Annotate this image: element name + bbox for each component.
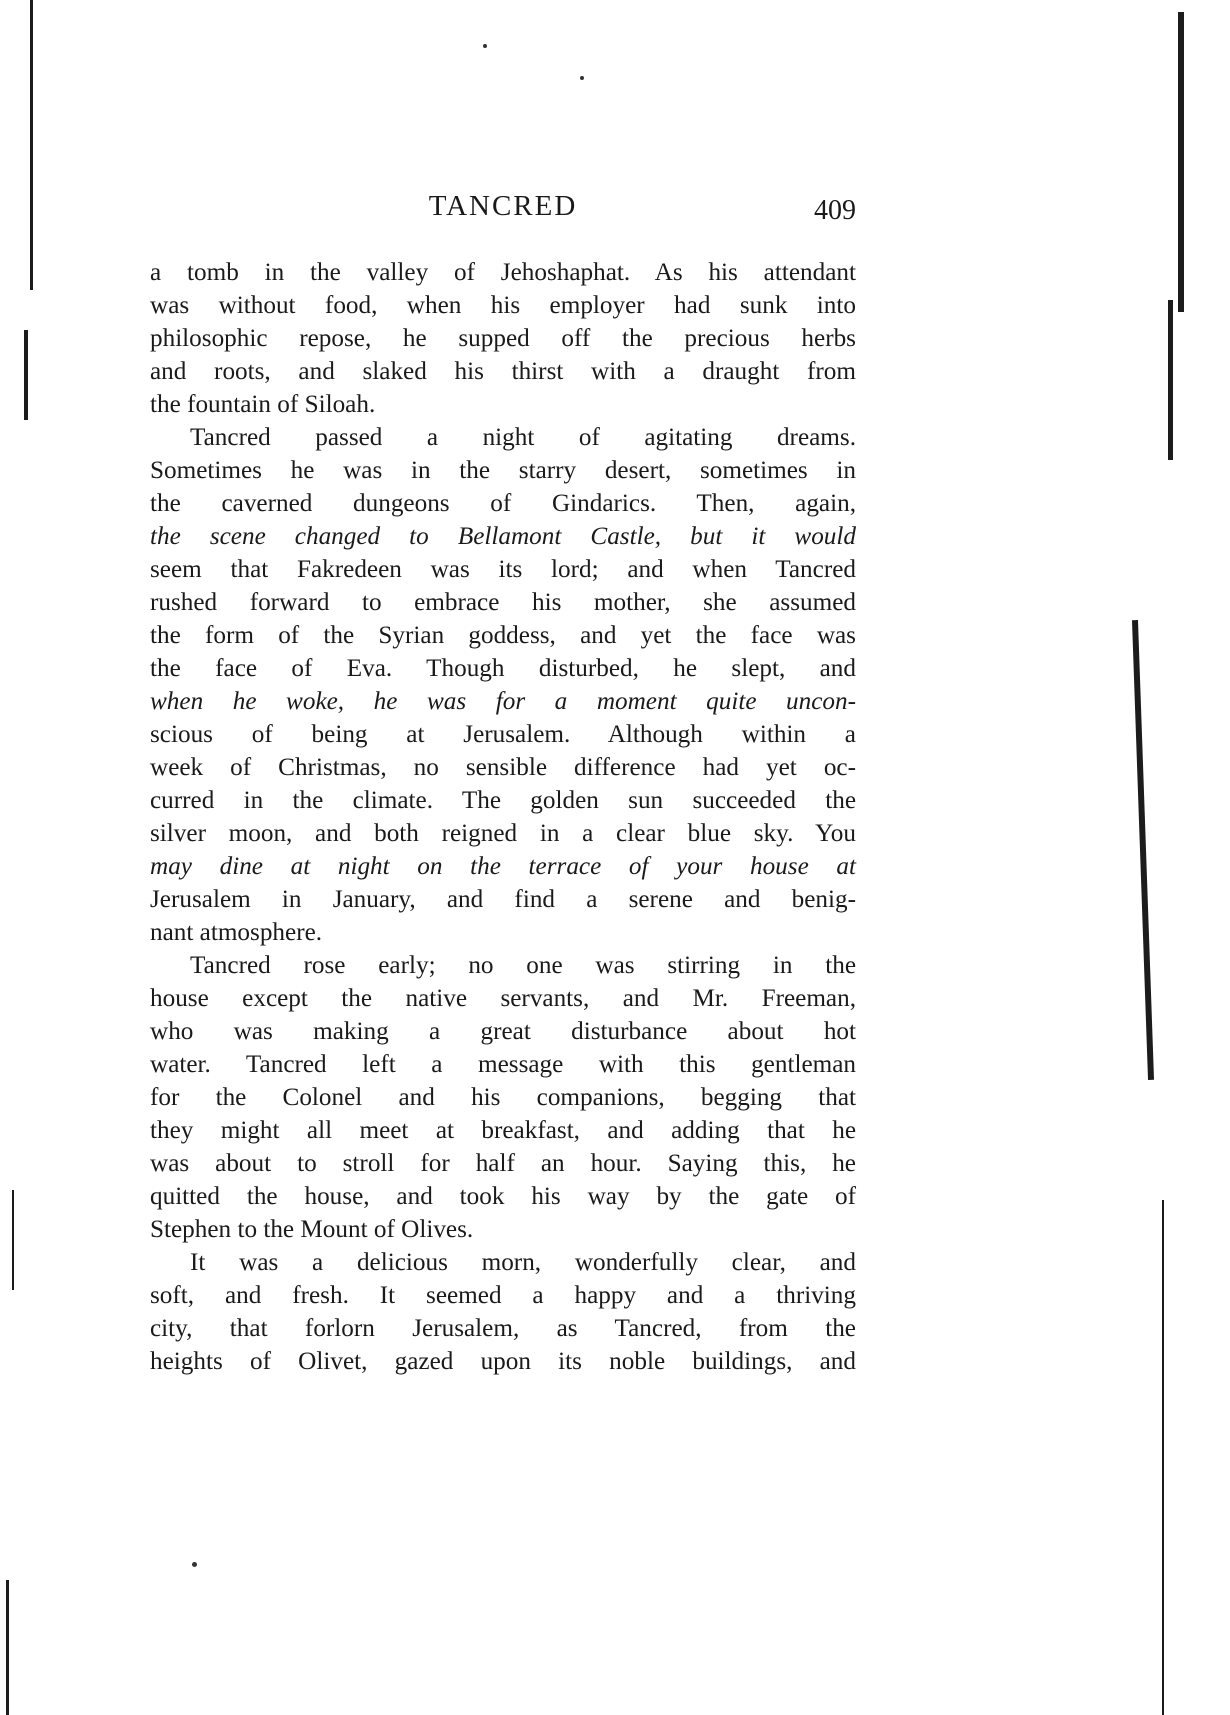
scan-speck <box>192 1562 197 1567</box>
text-line: rushed forward to embrace his mother, she assumed <box>150 589 856 616</box>
body-text <box>150 256 856 1378</box>
text-line: soft, and fresh. It seemed a happy and a thriving <box>150 1282 856 1309</box>
scan-edge-right-middle <box>1132 620 1154 1080</box>
text-line: the face of Eva. Though disturbed, he slept, and <box>150 655 856 682</box>
text-line: the caverned dungeons of Gindarics. Then, again, <box>150 490 856 517</box>
text-line: Sometimes he was in the starry desert, sometimes in <box>150 457 856 484</box>
text-line: city, that forlorn Jerusalem, as Tancred, from the <box>150 1315 856 1342</box>
page-number: 409 <box>814 195 856 226</box>
text-line: Jerusalem in January, and find a serene and benig- <box>150 886 856 913</box>
running-title: TANCRED <box>428 190 578 222</box>
text-line: was about to stroll for half an hour. Saying this, he <box>150 1150 856 1177</box>
scan-edge-left-lower <box>12 1190 14 1290</box>
text-line: curred in the climate. The golden sun succeeded the <box>150 787 856 814</box>
text-line: It was a delicious morn, wonderfully clear, and <box>190 1249 856 1276</box>
text-line: Stephen to the Mount of Olives. <box>150 1216 474 1243</box>
text-line: the form of the Syrian goddess, and yet the face was <box>150 622 856 649</box>
text-line: philosophic repose, he supped off the precious herbs <box>150 325 856 352</box>
scan-edge-right-bottom <box>1162 1200 1164 1715</box>
paragraph-3 <box>150 949 856 1246</box>
text-line: Tancred passed a night of agitating dreams. <box>190 424 856 451</box>
scan-edge-left-top <box>30 0 33 290</box>
scan-edge-left-middle <box>24 330 28 420</box>
text-line: may dine at night on the terrace of your house at <box>150 853 856 880</box>
scan-edge-left-bottom <box>6 1580 9 1715</box>
scan-speck <box>580 76 584 80</box>
text-line: silver moon, and both reigned in a clear blue sky. You <box>150 820 856 847</box>
text-line: week of Christmas, no sensible difference had yet oc- <box>150 754 856 781</box>
text-line: a tomb in the valley of Jehoshaphat. As his attendant <box>150 259 856 286</box>
page-header <box>150 190 856 240</box>
text-line: who was making a great disturbance about hot <box>150 1018 856 1045</box>
text-line: water. Tancred left a message with this gentleman <box>150 1051 856 1078</box>
text-line: house except the native servants, and Mr. Freeman, <box>150 985 856 1012</box>
text-line: heights of Olivet, gazed upon its noble buildings, and <box>150 1348 856 1375</box>
paragraph-1 <box>150 256 856 421</box>
text-line: Tancred rose early; no one was stirring in the <box>190 952 856 979</box>
text-line: they might all meet at breakfast, and adding that he <box>150 1117 856 1144</box>
scan-edge-right-top <box>1178 12 1184 312</box>
text-line: scious of being at Jerusalem. Although within a <box>150 721 856 748</box>
scan-speck <box>483 44 487 48</box>
text-line: nant atmosphere. <box>150 919 323 946</box>
text-line: when he woke, he was for a moment quite uncon- <box>150 688 856 715</box>
text-line: and roots, and slaked his thirst with a draught from <box>150 358 856 385</box>
text-line: seem that Fakredeen was its lord; and when Tancred <box>150 556 856 583</box>
text-line: quitted the house, and took his way by the gate of <box>150 1183 856 1210</box>
text-line: for the Colonel and his companions, begging that <box>150 1084 856 1111</box>
scan-edge-right-upper <box>1168 300 1173 460</box>
text-line: was without food, when his employer had sunk into <box>150 292 856 319</box>
paragraph-4 <box>150 1246 856 1378</box>
text-line: the fountain of Siloah. <box>150 391 376 418</box>
paragraph-2 <box>150 421 856 949</box>
text-line: the scene changed to Bellamont Castle, but it would <box>150 523 856 550</box>
